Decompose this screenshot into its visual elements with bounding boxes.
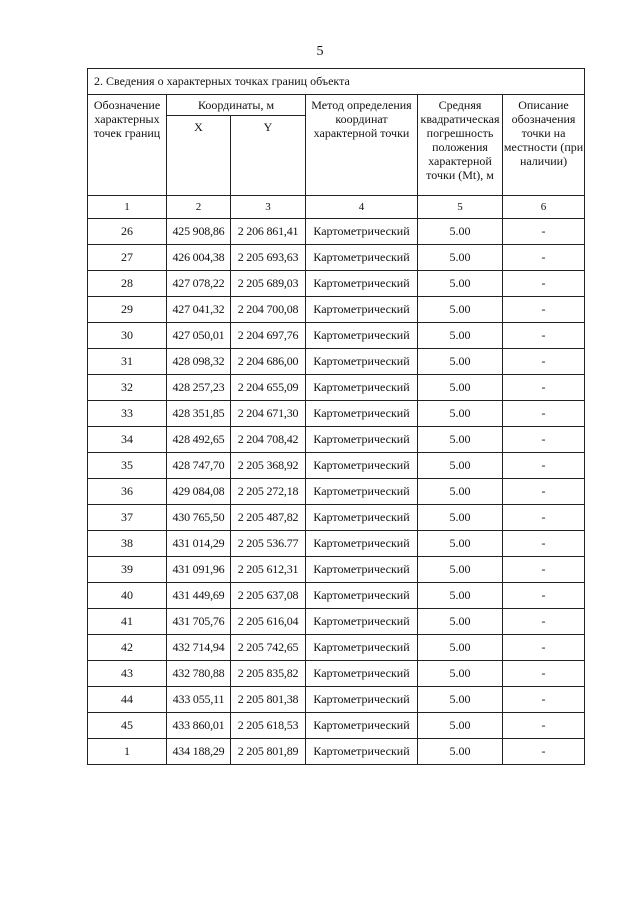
description-cell: -	[503, 271, 585, 297]
table-row	[88, 583, 585, 609]
point-id-cell: 30	[88, 323, 167, 349]
method-cell: Картометрический	[306, 713, 418, 739]
y-coordinate-cell: 2 205 689,03	[231, 271, 306, 297]
x-coordinate-cell: 431 091,96	[167, 557, 231, 583]
point-id-cell: 41	[88, 609, 167, 635]
point-id-cell: 43	[88, 661, 167, 687]
x-coordinate-cell: 426 004,38	[167, 245, 231, 271]
point-id-cell: 27	[88, 245, 167, 271]
table-row	[88, 557, 585, 583]
description-cell: -	[503, 219, 585, 245]
point-id-cell: 38	[88, 531, 167, 557]
x-coordinate-cell: 427 041,32	[167, 297, 231, 323]
method-cell: Картометрический	[306, 635, 418, 661]
point-id-cell: 1	[88, 739, 167, 765]
column-number: 1	[88, 196, 167, 219]
description-cell: -	[503, 245, 585, 271]
y-coordinate-cell: 2 205 536.77	[231, 531, 306, 557]
description-cell: -	[503, 427, 585, 453]
method-cell: Картометрический	[306, 583, 418, 609]
point-id-cell: 37	[88, 505, 167, 531]
table-row	[88, 427, 585, 453]
x-coordinate-cell: 433 860,01	[167, 713, 231, 739]
x-coordinate-cell: 431 449,69	[167, 583, 231, 609]
description-cell: -	[503, 661, 585, 687]
method-cell: Картометрический	[306, 739, 418, 765]
point-id-cell: 31	[88, 349, 167, 375]
x-coordinate-cell: 431 705,76	[167, 609, 231, 635]
description-cell: -	[503, 401, 585, 427]
description-cell: -	[503, 453, 585, 479]
description-cell: -	[503, 713, 585, 739]
table-body	[88, 219, 585, 765]
table-row	[88, 245, 585, 271]
column-number: 4	[306, 196, 418, 219]
error-cell: 5.00	[418, 557, 503, 583]
method-cell: Картометрический	[306, 401, 418, 427]
table-row	[88, 739, 585, 765]
boundary-points-table	[87, 68, 585, 765]
x-coordinate-cell: 433 055,11	[167, 687, 231, 713]
point-id-cell: 40	[88, 583, 167, 609]
y-coordinate-cell: 2 205 693,63	[231, 245, 306, 271]
y-coordinate-cell: 2 204 697,76	[231, 323, 306, 349]
x-coordinate-cell: 428 747,70	[167, 453, 231, 479]
error-cell: 5.00	[418, 349, 503, 375]
method-cell: Картометрический	[306, 219, 418, 245]
x-coordinate-cell: 430 765,50	[167, 505, 231, 531]
section-title: 2. Сведения о характерных точках границ объекта	[88, 69, 585, 95]
table-row	[88, 479, 585, 505]
description-cell: -	[503, 479, 585, 505]
error-cell: 5.00	[418, 323, 503, 349]
x-coordinate-cell: 432 714,94	[167, 635, 231, 661]
table-row	[88, 297, 585, 323]
table-header	[88, 69, 585, 219]
error-cell: 5.00	[418, 505, 503, 531]
point-id-cell: 45	[88, 713, 167, 739]
table-row	[88, 661, 585, 687]
y-coordinate-cell: 2 205 612,31	[231, 557, 306, 583]
x-coordinate-cell: 429 084,08	[167, 479, 231, 505]
method-cell: Картометрический	[306, 609, 418, 635]
y-coordinate-cell: 2 204 671,30	[231, 401, 306, 427]
method-cell: Картометрический	[306, 375, 418, 401]
x-coordinate-cell: 428 492,65	[167, 427, 231, 453]
description-cell: -	[503, 531, 585, 557]
page-number: 5	[316, 44, 324, 59]
y-coordinate-cell: 2 206 861,41	[231, 219, 306, 245]
method-cell: Картометрический	[306, 531, 418, 557]
column-number: 5	[418, 196, 503, 219]
y-coordinate-cell: 2 205 272,18	[231, 479, 306, 505]
header-method: Метод определения координат характерной точки	[306, 95, 418, 196]
header-y: Y	[231, 116, 306, 196]
error-cell: 5.00	[418, 531, 503, 557]
description-cell: -	[503, 323, 585, 349]
table-row	[88, 401, 585, 427]
error-cell: 5.00	[418, 219, 503, 245]
method-cell: Картометрический	[306, 323, 418, 349]
point-id-cell: 32	[88, 375, 167, 401]
x-coordinate-cell: 434 188,29	[167, 739, 231, 765]
error-cell: 5.00	[418, 271, 503, 297]
table-row	[88, 375, 585, 401]
y-coordinate-cell: 2 204 700,08	[231, 297, 306, 323]
y-coordinate-cell: 2 205 801,38	[231, 687, 306, 713]
method-cell: Картометрический	[306, 427, 418, 453]
description-cell: -	[503, 297, 585, 323]
point-id-cell: 28	[88, 271, 167, 297]
error-cell: 5.00	[418, 713, 503, 739]
error-cell: 5.00	[418, 479, 503, 505]
error-cell: 5.00	[418, 583, 503, 609]
description-cell: -	[503, 375, 585, 401]
error-cell: 5.00	[418, 375, 503, 401]
description-cell: -	[503, 609, 585, 635]
error-cell: 5.00	[418, 687, 503, 713]
x-coordinate-cell: 428 351,85	[167, 401, 231, 427]
table-row	[88, 609, 585, 635]
table-row	[88, 635, 585, 661]
error-cell: 5.00	[418, 739, 503, 765]
y-coordinate-cell: 2 205 616,04	[231, 609, 306, 635]
description-cell: -	[503, 687, 585, 713]
error-cell: 5.00	[418, 297, 503, 323]
y-coordinate-cell: 2 205 835,82	[231, 661, 306, 687]
x-coordinate-cell: 432 780,88	[167, 661, 231, 687]
point-id-cell: 34	[88, 427, 167, 453]
description-cell: -	[503, 583, 585, 609]
y-coordinate-cell: 2 205 637,08	[231, 583, 306, 609]
point-id-cell: 39	[88, 557, 167, 583]
y-coordinate-cell: 2 205 368,92	[231, 453, 306, 479]
description-cell: -	[503, 739, 585, 765]
y-coordinate-cell: 2 204 708,42	[231, 427, 306, 453]
y-coordinate-cell: 2 205 742,65	[231, 635, 306, 661]
description-cell: -	[503, 557, 585, 583]
table-row	[88, 687, 585, 713]
method-cell: Картометрический	[306, 271, 418, 297]
y-coordinate-cell: 2 205 487,82	[231, 505, 306, 531]
table-row	[88, 453, 585, 479]
method-cell: Картометрический	[306, 687, 418, 713]
header-point: Обозначение характерных точек границ	[88, 95, 167, 196]
y-coordinate-cell: 2 205 801,89	[231, 739, 306, 765]
y-coordinate-cell: 2 204 686,00	[231, 349, 306, 375]
error-cell: 5.00	[418, 427, 503, 453]
error-cell: 5.00	[418, 401, 503, 427]
description-cell: -	[503, 505, 585, 531]
header-coordinates: Координаты, м	[167, 95, 306, 116]
x-coordinate-cell: 431 014,29	[167, 531, 231, 557]
table-row	[88, 219, 585, 245]
column-number: 6	[503, 196, 585, 219]
point-id-cell: 36	[88, 479, 167, 505]
method-cell: Картометрический	[306, 453, 418, 479]
y-coordinate-cell: 2 205 618,53	[231, 713, 306, 739]
table-row	[88, 505, 585, 531]
method-cell: Картометрический	[306, 297, 418, 323]
point-id-cell: 42	[88, 635, 167, 661]
column-numbers-row	[88, 196, 585, 219]
point-id-cell: 44	[88, 687, 167, 713]
error-cell: 5.00	[418, 245, 503, 271]
method-cell: Картометрический	[306, 557, 418, 583]
point-id-cell: 26	[88, 219, 167, 245]
table-row	[88, 713, 585, 739]
method-cell: Картометрический	[306, 349, 418, 375]
column-number: 3	[231, 196, 306, 219]
method-cell: Картометрический	[306, 245, 418, 271]
column-number: 2	[167, 196, 231, 219]
x-coordinate-cell: 428 257,23	[167, 375, 231, 401]
description-cell: -	[503, 635, 585, 661]
point-id-cell: 33	[88, 401, 167, 427]
point-id-cell: 35	[88, 453, 167, 479]
header-description: Описание обозначения точки на местности (при наличии)	[503, 95, 585, 196]
table-row	[88, 531, 585, 557]
method-cell: Картометрический	[306, 505, 418, 531]
error-cell: 5.00	[418, 453, 503, 479]
x-coordinate-cell: 427 078,22	[167, 271, 231, 297]
header-error: Средняя квадратическая погрешность положения характерной точки (Mt), м	[418, 95, 503, 196]
table-row	[88, 323, 585, 349]
description-cell: -	[503, 349, 585, 375]
header-x: X	[167, 116, 231, 196]
x-coordinate-cell: 427 050,01	[167, 323, 231, 349]
method-cell: Картометрический	[306, 479, 418, 505]
y-coordinate-cell: 2 204 655,09	[231, 375, 306, 401]
method-cell: Картометрический	[306, 661, 418, 687]
error-cell: 5.00	[418, 635, 503, 661]
table-row	[88, 349, 585, 375]
error-cell: 5.00	[418, 609, 503, 635]
x-coordinate-cell: 425 908,86	[167, 219, 231, 245]
table-row	[88, 271, 585, 297]
error-cell: 5.00	[418, 661, 503, 687]
point-id-cell: 29	[88, 297, 167, 323]
x-coordinate-cell: 428 098,32	[167, 349, 231, 375]
